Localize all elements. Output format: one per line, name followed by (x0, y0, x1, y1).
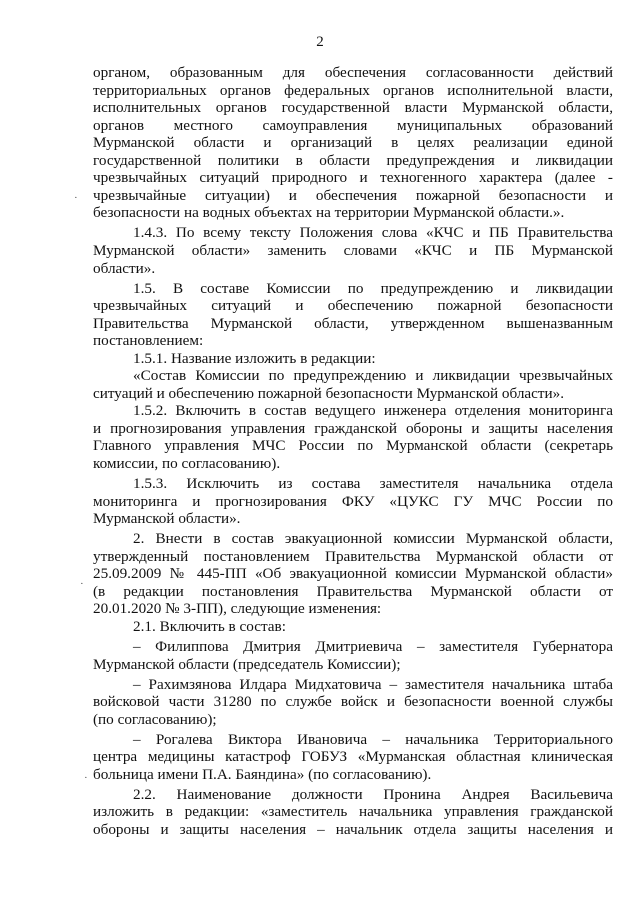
text-line: территориальных органов федеральных органов исполнительной власти, (93, 81, 613, 99)
text-line: изложить в редакции: «заместитель начальника управления гражданской (93, 803, 613, 821)
text-line: 1.5. В составе Комиссии по предупреждению и ликвидации (133, 279, 613, 297)
text-line: Мурманской области». (93, 510, 241, 528)
document-body (93, 64, 613, 839)
text-line: мониторинга и прогнозирования ФКУ «ЦУКС ГУ МЧС России по (93, 492, 613, 510)
text-line: органов местного самоуправления муниципальных образований (93, 116, 613, 134)
text-line: 1.5.2. Включить в состав ведущего инженера отделения мониторинга (133, 402, 613, 420)
text-line: 25.09.2009 № 445-ПП «Об эвакуационной комиссии Мурманской области» (93, 565, 613, 583)
text-line: – Филиппова Дмитрия Дмитриевича – заместителя Губернатора (133, 638, 613, 655)
text-line: 2.2. Наименование должности Пронина Андрея Васильевича (133, 785, 613, 803)
text-line: чрезвычайные ситуации) и обеспечения пожарной безопасности и (93, 186, 613, 204)
text-line: безопасности на водных объектах на территории Мурманской области.». (93, 204, 565, 222)
text-line: 1.5.1. Название изложить в редакции: (133, 349, 376, 367)
text-line: чрезвычайных ситуаций и обеспечению пожарной безопасности (93, 297, 613, 315)
text-line: утвержденный постановлением Правительства Мурманской области от (93, 547, 613, 565)
text-line: – Рогалева Виктора Ивановича – начальника Территориального (133, 730, 613, 748)
text-line: 2. Внести в состав эвакуационной комиссии Мурманской области, (133, 530, 613, 548)
text-line: области». (93, 259, 156, 277)
text-line: органом, образованным для обеспечения согласованности действий (93, 64, 613, 81)
text-line: ситуаций и обеспечению пожарной безопасности Мурманской области». (93, 384, 565, 402)
text-line: государственной политики в области предупреждения и ликвидации (93, 151, 613, 169)
text-line: 1.4.3. По всему тексту Положения слова «КЧС и ПБ Правительства (133, 224, 613, 242)
text-line: комиссии, по согласованию). (93, 455, 281, 473)
text-line: Главного управления МЧС России по Мурманской области (секретарь (93, 437, 613, 455)
text-line: и прогнозирования управления гражданской обороны и защиты населения (93, 419, 613, 437)
scan-artifact: · (84, 772, 88, 784)
text-line: 1.5.3. Исключить из состава заместителя начальника отдела (133, 475, 613, 493)
text-line: Правительства Мурманской области, утвержденном вышеназванным (93, 314, 613, 332)
text-line: «Состав Комиссии по предупреждению и ликвидации чрезвычайных (133, 367, 613, 385)
text-line: постановлением: (93, 332, 204, 350)
text-line: чрезвычайных ситуаций природного и техногенного характера (далее - (93, 169, 613, 187)
text-line: войсковой части 31280 по службе войск и безопасности военной службы (93, 693, 613, 711)
page-number: 2 (316, 34, 324, 50)
scan-artifact: · (74, 192, 78, 204)
text-line: обороны и защиты населения – начальник отдела защиты населения и (93, 820, 613, 838)
text-line: 2.1. Включить в состав: (133, 617, 286, 635)
text-line: центра медицины катастроф ГОБУЗ «Мурманская областная клиническая (93, 748, 613, 766)
text-line: – Рахимзянова Илдара Мидхатовича – заместителя начальника штаба (133, 675, 613, 693)
text-line: больница имени П.А. Баяндина» (по согласованию). (93, 765, 432, 783)
text-line: Мурманской области (председатель Комиссии); (93, 655, 401, 673)
text-line: Мурманской области и организаций в целях реализации единой (93, 134, 613, 152)
text-line: исполнительных органов государственной власти Мурманской области, (93, 99, 613, 117)
text-line: Мурманской области» заменить словами «КЧС и ПБ Мурманской (93, 241, 613, 259)
text-line: (по согласованию); (93, 710, 217, 728)
text-line: 20.01.2020 № 3-ПП), следующие изменения: (93, 600, 382, 618)
scan-artifact: · (80, 578, 84, 590)
text-line: (в редакции постановления Правительства Мурманской области от (93, 582, 613, 600)
